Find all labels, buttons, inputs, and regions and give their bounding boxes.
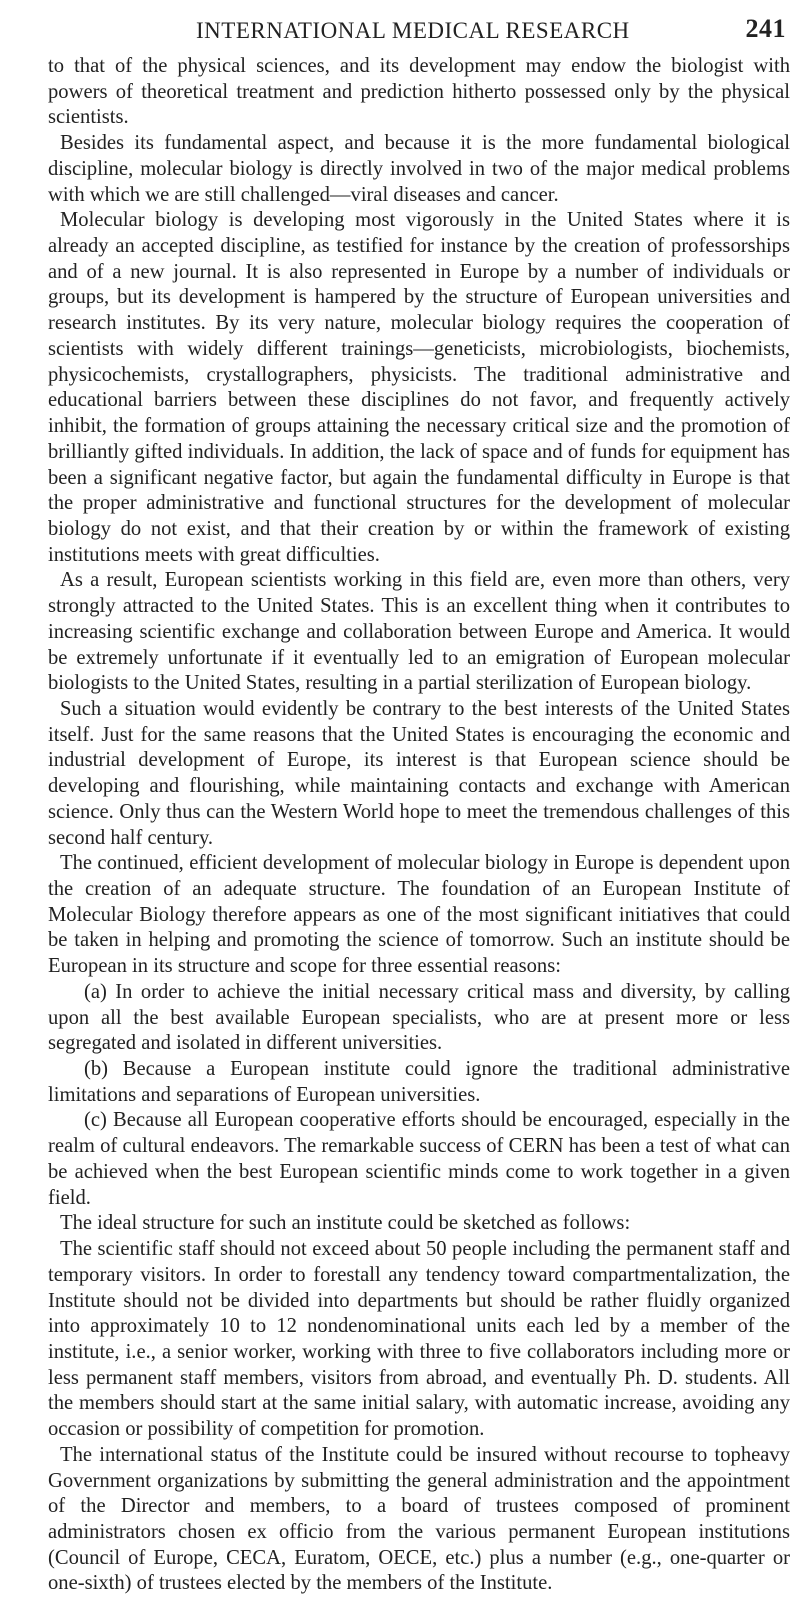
- paragraph: Molecular biology is developing most vigorously in the United States where it is already an accepted discipline, as testified for instance by the creation of professorships and of a new journal. It is also represented in Europe by a number of individuals or groups, but its development is hampered by the structure of European universities and research institutes. By its very nature, molecular biology requires the cooperation of scientists with widely different trainings—geneticists, microbiologists, biochemists, physicochemists, crystallographers, physicists. The traditional administrative and educational barriers between these disciplines do not favor, and frequently actively inhibit, the formation of groups attaining the necessary critical size and the promotion of brilliantly gifted individuals. In addition, the lack of space and of funds for equipment has been a significant negative factor, but again the fundamental difficulty in Europe is that the proper administrative and functional structures for the development of molecular biology do not exist, and that their creation by or within the framework of existing institutions meets with great difficulties.: [48, 209, 790, 566]
- list-item-a: (a) In order to achieve the initial necessary critical mass and diversity, by calling upon all the best available European specialists, who are at present more or less segregated and isolated in different universities.: [48, 980, 790, 1055]
- paragraph: The ideal structure for such an institute could be sketched as follows:: [60, 1212, 631, 1235]
- paragraph: The international status of the Institute could be insured without recourse to topheavy Government organizations by submitting the general administration and the appointment of the Director and members, to a board of trustees composed of prominent administrators chosen ex officio from the various permanent European institutions (Council of Europe, CECA, Euratom, OECE, etc.) plus a number (e.g., one-quarter or one-sixth) of trustees elected by the members of the Institute.: [48, 1443, 790, 1595]
- paragraph: The continued, efficient development of molecular biology in Europe is dependent upon the creation of an adequate structure. The foundation of an European Institute of Molecular Biology therefore appears as one of the most significant initiatives that could be taken in helping and promoting the science of tomorrow. Such an institute should be European in its structure and scope for three essential reasons:: [48, 852, 790, 978]
- paragraph-continued: to that of the physical sciences, and its development may endow the biologist with powers of theoretical treatment and prediction hitherto possessed only by the physical scientists.: [48, 55, 790, 129]
- running-title: INTERNATIONAL MEDICAL RESEARCH: [196, 18, 630, 43]
- paragraph: The scientific staff should not exceed about 50 people including the permanent staff and temporary visitors. In order to forestall any tendency toward compartmentalization, the Institute should not be divided into departments but should be rather fluidly organized into approximately 10 to 12 nondenominational units each led by a member of the institute, i.e., a senior worker, working with three to five collaborators including more or less permanent staff members, visitors from abroad, and eventually Ph. D. students. All the members should start at the same initial salary, with automatic increase, avoiding any occasion or possibility of competition for promotion.: [48, 1238, 790, 1441]
- paragraph: Besides its fundamental aspect, and because it is the more fundamental biological discipline, molecular biology is directly involved in two of the major medical problems with which we are still challenged—viral diseases and cancer.: [48, 132, 790, 206]
- list-item-b: (b) Because a European institute could ignore the traditional administrative limitations and separations of European universities.: [48, 1058, 790, 1106]
- page-number: 241: [745, 14, 786, 43]
- document-page: [48, 14, 790, 1595]
- list-item-c: (c) Because all European cooperative efforts should be encouraged, especially in the realm of cultural endeavors. The remarkable success of CERN has been a test of what can be achieved when the best European scientific minds come to work together in a given field.: [48, 1109, 790, 1209]
- body-text: [48, 54, 790, 1597]
- running-header: [48, 14, 790, 50]
- paragraph: Such a situation would evidently be contrary to the best interests of the United States itself. Just for the same reasons that the United States is encouraging the economic and industrial development of Europe, its interest is that European science should be developing and flourishing, while maintaining contacts and exchange with American science. Only thus can the Western World hope to meet the tremendous challenges of this second half century.: [48, 697, 790, 849]
- paragraph: As a result, European scientists working in this field are, even more than others, very strongly attracted to the United States. This is an excellent thing when it contributes to increasing scientific exchange and collaboration between Europe and America. It would be extremely unfortunate if it eventually led to an emigration of European molecular biologists to the United States, resulting in a partial sterilization of European biology.: [48, 569, 790, 695]
